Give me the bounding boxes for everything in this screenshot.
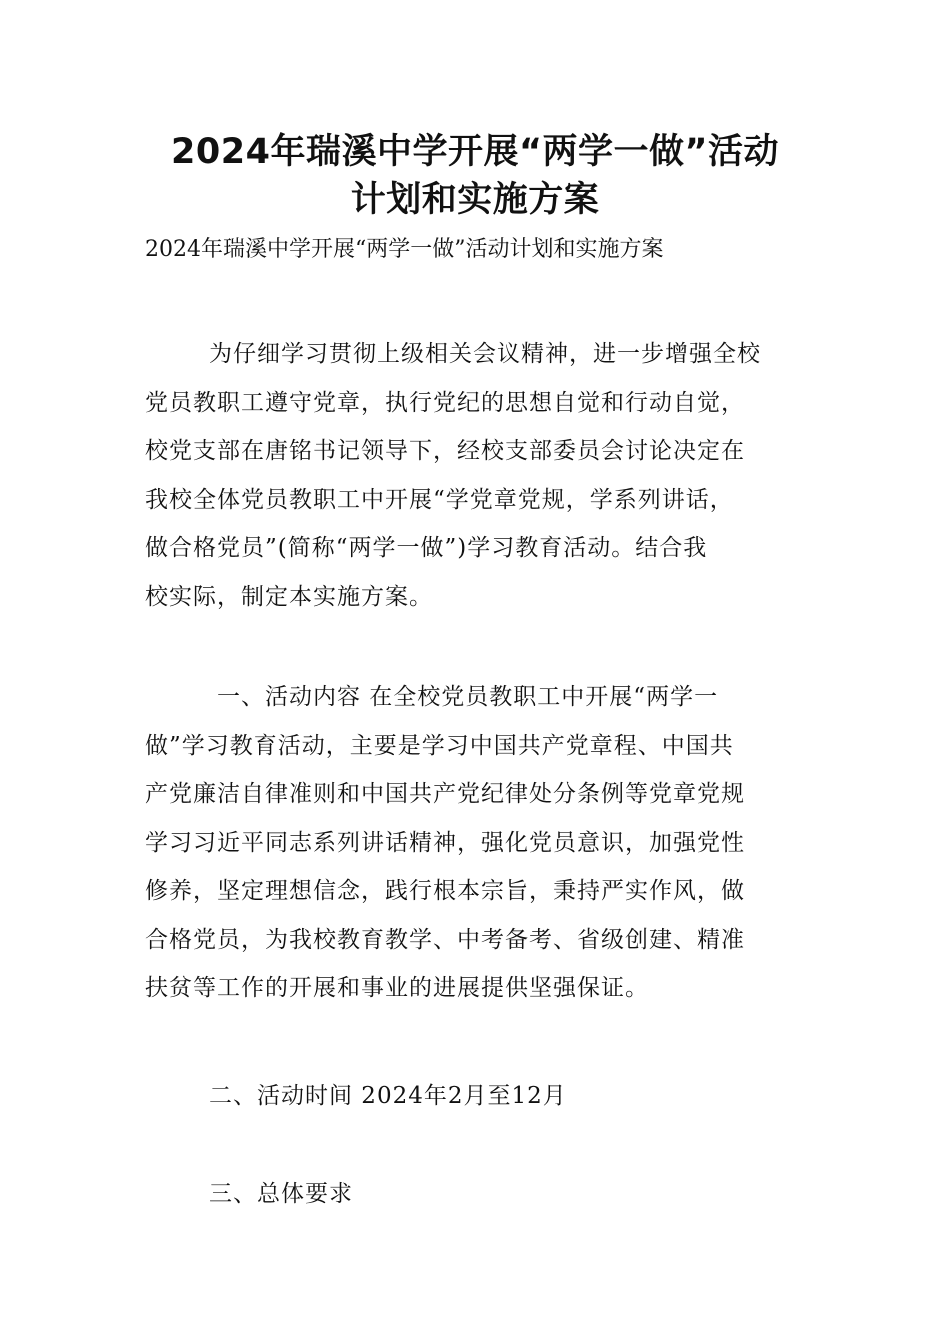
paragraph-line: 做合格党员”(简称“两学一做”)学习教育活动。结合我	[145, 535, 708, 561]
section-2-heading	[145, 1072, 810, 1121]
section-heading-text: 二、活动时间 2024年2月至12月	[209, 1083, 567, 1109]
intro-paragraph	[145, 330, 810, 621]
paragraph-line: 校党支部在唐铭书记领导下，经校支部委员会讨论决定在	[145, 438, 745, 464]
section-3-heading	[145, 1170, 810, 1219]
document-subtitle: 2024年瑞溪中学开展“两学一做”活动计划和实施方案	[145, 237, 664, 262]
paragraph-line: 一、活动内容 在全校党员教职工中开展“两学一	[217, 684, 719, 710]
paragraph-line: 我校全体党员教职工中开展“学党章党规，学系列讲话，	[145, 486, 734, 513]
section-heading-text: 三、总体要求	[209, 1181, 353, 1207]
paragraph-line: 学习习近平同志系列讲话精神，强化党员意识，加强党性	[145, 829, 745, 856]
section-1-paragraph	[145, 673, 810, 1013]
paragraph-line: 修养，坚定理想信念，践行根本宗旨，秉持严实作风，做	[145, 878, 745, 904]
paragraph-line: 党员教职工遵守党章，执行党纪的思想自觉和行动自觉，	[145, 389, 745, 416]
document-title-line-2: 计划和实施方案	[350, 180, 600, 220]
paragraph-line: 做”学习教育活动，主要是学习中国共产党章程、中国共	[145, 732, 734, 759]
paragraph-line: 为仔细学习贯彻上级相关会议精神，进一步增强全校	[209, 341, 761, 367]
paragraph-line: 扶贫等工作的开展和事业的进展提供坚强保证。	[145, 975, 649, 1001]
paragraph-line: 合格党员，为我校教育教学、中考备考、省级创建、精准	[145, 926, 745, 953]
paragraph-line: 产党廉洁自律准则和中国共产党纪律处分条例等党章党规	[145, 781, 745, 807]
paragraph-line: 校实际，制定本实施方案。	[145, 583, 433, 610]
document-title-line-1: 2024年瑞溪中学开展“两学一做”活动	[171, 132, 779, 172]
